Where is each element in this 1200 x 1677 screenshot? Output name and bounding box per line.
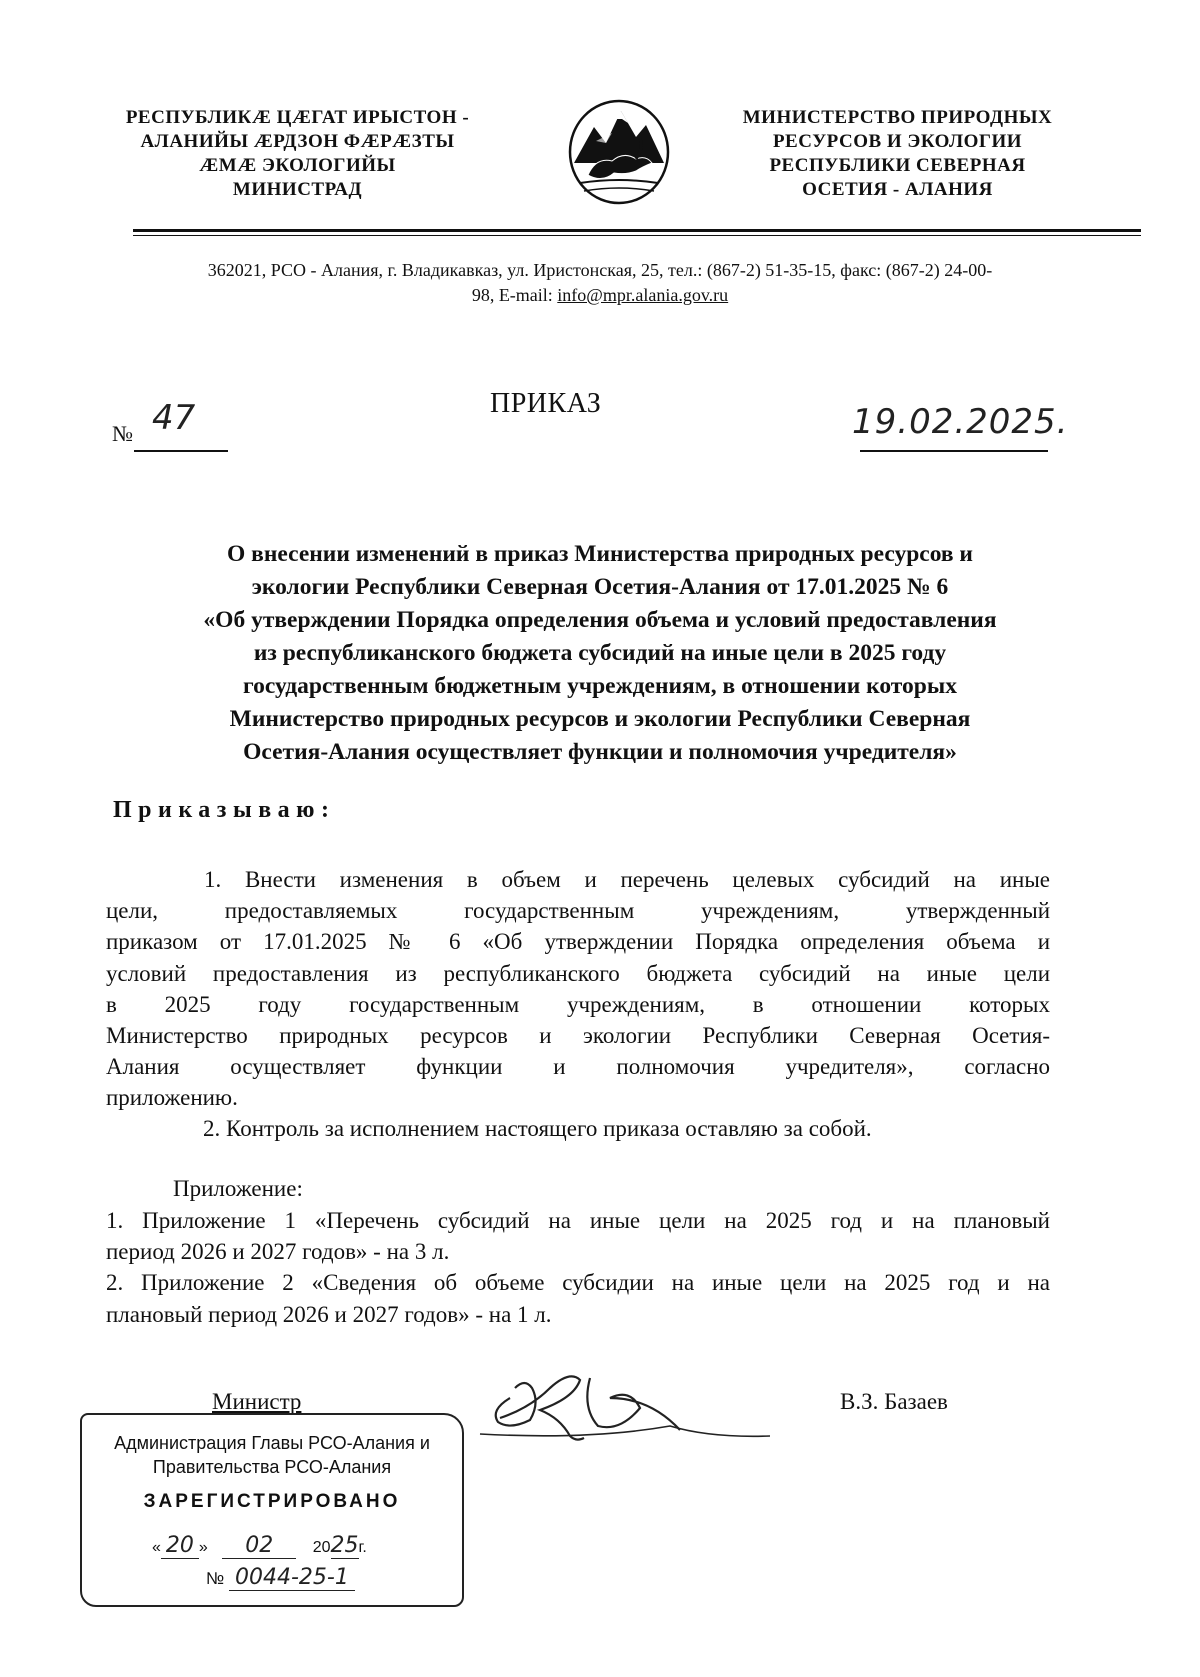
header-right <box>700 106 1095 202</box>
header-left-line: МИНИСТРАД <box>232 179 363 200</box>
stamp-line-1: Администрация Главы РСО-Алания и <box>114 1433 430 1453</box>
attachment-line: плановый период 2026 и 2027 годов» - на 1 л. <box>106 1301 552 1327</box>
coat-of-arms-emblem <box>566 97 672 207</box>
order-number-underline <box>134 450 228 452</box>
attachment-line: 1. Приложение 1 «Перечень субсидий на иные цели на 2025 год и на плановый <box>106 1208 1050 1233</box>
title-line: Министерство природных ресурсов и экологии Республики Северная <box>229 706 971 732</box>
order-heading: ПРИКАЗ <box>490 388 602 419</box>
stamp-date-row: « 20 » 02 2025г. <box>152 1533 367 1558</box>
stamp-day: 20 <box>161 1533 199 1559</box>
stamp-month: 02 <box>222 1533 296 1559</box>
stamp-reg-number: 0044-25-1 <box>229 1565 355 1591</box>
paragraph-line: в 2025 году государственным учреждениям, в отношении которых <box>106 991 1050 1017</box>
stamp-line-2: Правительства РСО-Алания <box>152 1457 392 1477</box>
paragraph-line: Алания осуществляет функции и полномочия учредителя», согласно <box>106 1054 1050 1080</box>
header-right-line: ОСЕТИЯ - АЛАНИЯ <box>802 179 993 200</box>
title-line: государственным бюджетным учреждениям, в отношении которых <box>243 673 957 699</box>
header-left-line: ӔМӔ ЭКОЛОГИЙЫ <box>199 155 396 176</box>
header-left-line: РЕСПУБЛИКӔ ЦӔГАТ ИРЫСТОН - <box>125 107 470 128</box>
header-right-line: РЕСУРСОВ И ЭКОЛОГИИ <box>772 131 1023 152</box>
attachments-list <box>106 1205 1050 1330</box>
paragraph-line: приказом от 17.01.2025 № 6 «Об утверждении Порядка определения объема и <box>106 929 1050 955</box>
header-left <box>100 106 495 202</box>
title-line: «Об утверждении Порядка определения объема и условий предоставления <box>203 607 997 633</box>
order-number-label: № <box>112 421 133 446</box>
paragraph-2: 2. Контроль за исполнением настоящего приказа оставляю за собой. <box>203 1116 872 1141</box>
stamp-reg-row <box>206 1565 355 1590</box>
order-number-handwritten: 47 <box>152 398 196 438</box>
attachment-line: 2. Приложение 2 «Сведения об объеме субсидии на иные цели на 2025 год и на <box>106 1270 1050 1296</box>
signature-name: В.З. Базаев <box>840 1389 948 1414</box>
paragraph-line: Министерство природных ресурсов и экологии Республики Северная Осетия- <box>106 1023 1050 1049</box>
signature-position: Министр <box>212 1389 302 1414</box>
attachment-line: период 2026 и 2027 годов» - на 3 л. <box>106 1239 450 1265</box>
paragraph-1 <box>106 864 1050 1114</box>
paragraph-line: цели, предоставляемых государственным учреждениям, утвержденный <box>106 898 1050 924</box>
title-line: О внесении изменений в приказ Министерства природных ресурсов и <box>227 541 973 567</box>
address-line-1: 362021, РСО - Алания, г. Владикавказ, ул. Иристонская, 25, тел.: (867-2) 51-35-15, факс: (867-2) 24-00- <box>207 260 993 280</box>
order-date-handwritten: 19.02.2025. <box>852 402 1069 442</box>
directive-heading: Приказываю: <box>113 797 336 823</box>
paragraph-line: приложению. <box>106 1085 238 1111</box>
title-line: из республиканского бюджета субсидий на иные цели в 2025 году <box>253 640 947 666</box>
title-line: экологии Республики Северная Осетия-Алания от 17.01.2025 № 6 <box>251 574 949 600</box>
header-divider-thick <box>133 229 1141 232</box>
address-block <box>60 258 1140 308</box>
order-title <box>60 538 1140 769</box>
paragraph-line: 1. Внести изменения в объем и перечень целевых субсидий на иные <box>204 867 1050 892</box>
address-line-2 <box>60 283 1140 308</box>
stamp-year-prefix: 20 <box>312 1539 331 1556</box>
stamp-registered: ЗАРЕГИСТРИРОВАНО <box>143 1491 401 1512</box>
header-divider-thin <box>133 235 1141 236</box>
order-date-underline <box>860 450 1048 452</box>
registration-stamp <box>80 1413 464 1607</box>
header-left-line: АЛАНИЙЫ ӔРДЗОН ФӔРӔЗТЫ <box>140 131 455 152</box>
stamp-year-unit: г. <box>358 1539 367 1556</box>
attachments-label: Приложение: <box>173 1176 303 1201</box>
header-right-line: РЕСПУБЛИКИ СЕВЕРНАЯ <box>769 155 1026 176</box>
email-link[interactable]: info@mpr.alania.gov.ru <box>557 285 729 305</box>
address-line-2-prefix: 98, E-mail: <box>471 285 558 305</box>
handwritten-signature <box>470 1358 790 1468</box>
paragraph-line: условий предоставления из республиканского бюджета субсидий на иные цели <box>106 960 1050 986</box>
title-line: Осетия-Алания осуществляет функции и полномочия учредителя» <box>243 739 957 765</box>
header-right-line: МИНИСТЕРСТВО ПРИРОДНЫХ <box>742 107 1053 128</box>
stamp-year-suffix: 25 <box>330 1533 359 1558</box>
stamp-reg-label: № <box>206 1569 225 1588</box>
